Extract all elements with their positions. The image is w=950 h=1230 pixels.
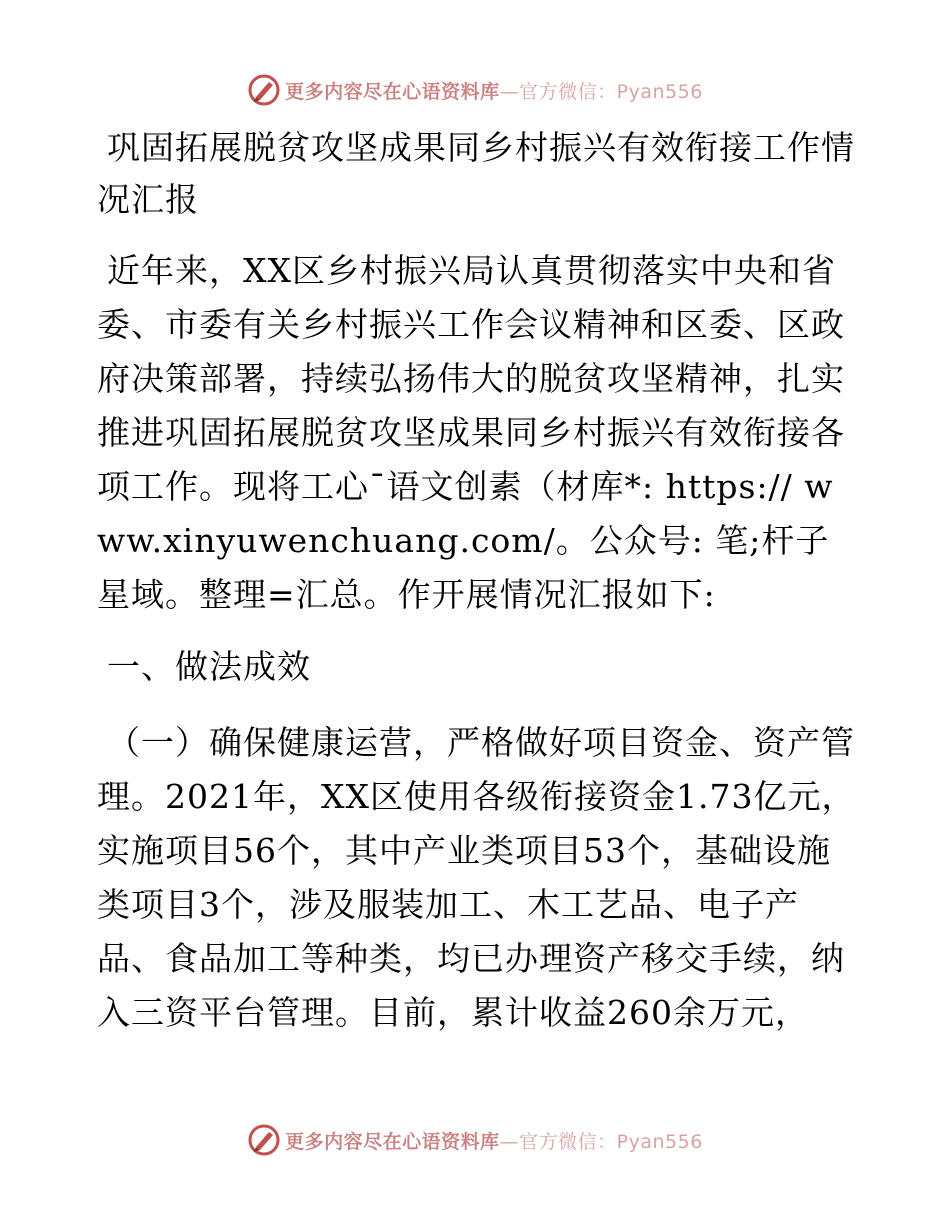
pen-logo-icon xyxy=(247,73,281,107)
banner-text: 更多内容尽在心语资料库—官方微信：Pyan556 xyxy=(285,1130,703,1153)
body-paragraph: （一）确保健康运营，严格做好项目资金、资产管理。2021年，XX区使用各级衔接资金1.73亿元，实施项目56个，其中产业类项目53个，基础设施类项目3个，涉及服装加工、木工艺品、电子产品、食品加工等种类，均已办理资产移交手续，纳入三资平台管理。目前，累计收益260余万元， xyxy=(97,723,856,1032)
pen-logo-icon xyxy=(247,1123,281,1157)
banner-text: 更多内容尽在心语资料库—官方微信：Pyan556 xyxy=(285,80,703,103)
document-body xyxy=(97,122,857,1040)
footer-watermark-banner xyxy=(0,1120,950,1160)
section-heading: 一、做法成效 xyxy=(107,647,311,686)
header-watermark-banner xyxy=(0,70,950,110)
document-title: 巩固拓展脱贫攻坚成果同乡村振兴有效衔接工作情况汇报 xyxy=(97,128,855,219)
intro-paragraph: 近年来，XX区乡村振兴局认真贯彻落实中央和省委、市委有关乡村振兴工作会议精神和区委、区政府决策部署，持续弘扬伟大的脱贫攻坚精神，扎实推进巩固拓展脱贫攻坚成果同乡村振兴有效衔接各项工作。现将工心¯语文创素（材库*: https:// www.xinyuwenchuang.com/。公众号: 笔;杆子星域。整理=汇总。作开展情况汇报如下: xyxy=(97,251,845,614)
